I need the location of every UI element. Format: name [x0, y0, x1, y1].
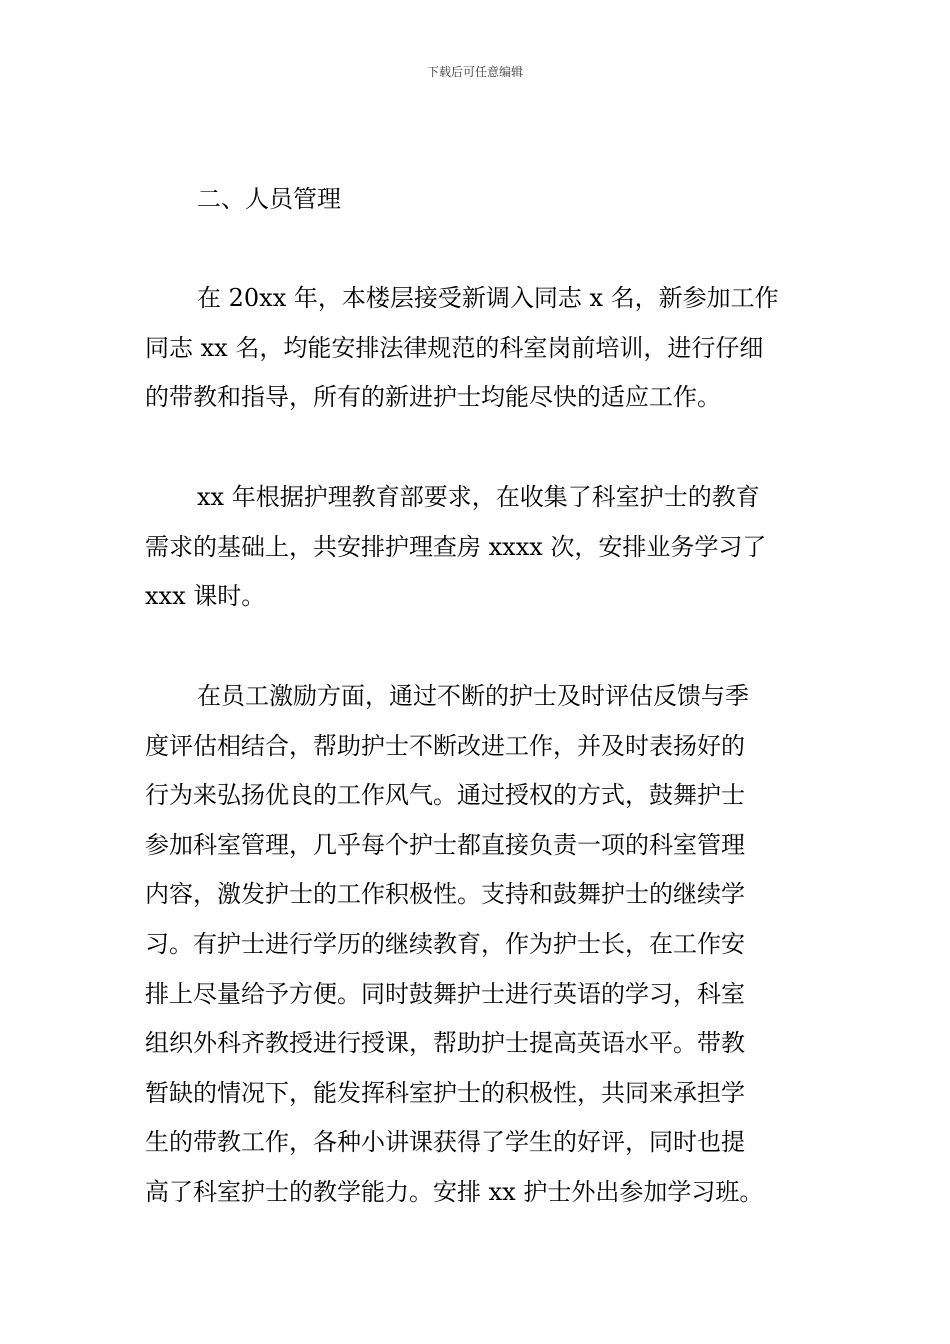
paragraph-line: 度评估相结合，帮助护士不断改进工作，并及时表扬好的 — [145, 731, 745, 760]
paragraph-line: 的带教和指导，所有的新进护士均能尽快的适应工作。 — [145, 383, 721, 412]
paragraph-line: 同志 xx 名，均能安排法律规范的科室岗前培训，进行仔细 — [145, 333, 764, 362]
paragraph-new-staff — [145, 274, 815, 423]
paragraph-line: xxx 课时。 — [145, 582, 266, 611]
paragraph-line: 习。有护士进行学历的继续教育，作为护士长，在工作安 — [145, 929, 745, 958]
paragraph-line: 组织外科齐教授进行授课，帮助护士提高英语水平。带教 — [145, 1029, 745, 1058]
paragraph-line: 参加科室管理，几乎每个护士都直接负责一项的科室管理 — [145, 830, 745, 859]
paragraph-line: 需求的基础上，共安排护理查房 xxxx 次，安排业务学习了 — [145, 532, 767, 561]
paragraph-line: 排上尽量给予方便。同时鼓舞护士进行英语的学习，科室 — [145, 979, 745, 1008]
paragraph-line: 内容，激发护士的工作积极性。支持和鼓舞护士的继续学 — [145, 880, 745, 909]
paragraph-line: 在员工激励方面，通过不断的护士及时评估反馈与季 — [197, 682, 749, 710]
paragraph-education — [145, 473, 815, 622]
paragraph-motivation — [145, 672, 815, 1218]
section-heading: 二、人员管理 — [197, 185, 341, 213]
paragraph-line: xx 年根据护理教育部要求，在收集了科室护士的教育 — [197, 483, 760, 511]
paragraph-line: 行为来弘扬优良的工作风气。通过授权的方式，鼓舞护士 — [145, 781, 745, 810]
paragraph-line: 在 20xx 年，本楼层接受新调入同志 x 名，新参加工作 — [197, 284, 779, 312]
paragraph-line: 高了科室护士的教学能力。安排 xx 护士外出参加学习班。 — [145, 1177, 764, 1206]
page-header: 下载后可任意编辑 — [426, 65, 523, 79]
paragraph-line: 生的带教工作，各种小讲课获得了学生的好评，同时也提 — [145, 1128, 745, 1157]
paragraph-line: 暂缺的情况下，能发挥科室护士的积极性，共同来承担学 — [145, 1078, 745, 1107]
